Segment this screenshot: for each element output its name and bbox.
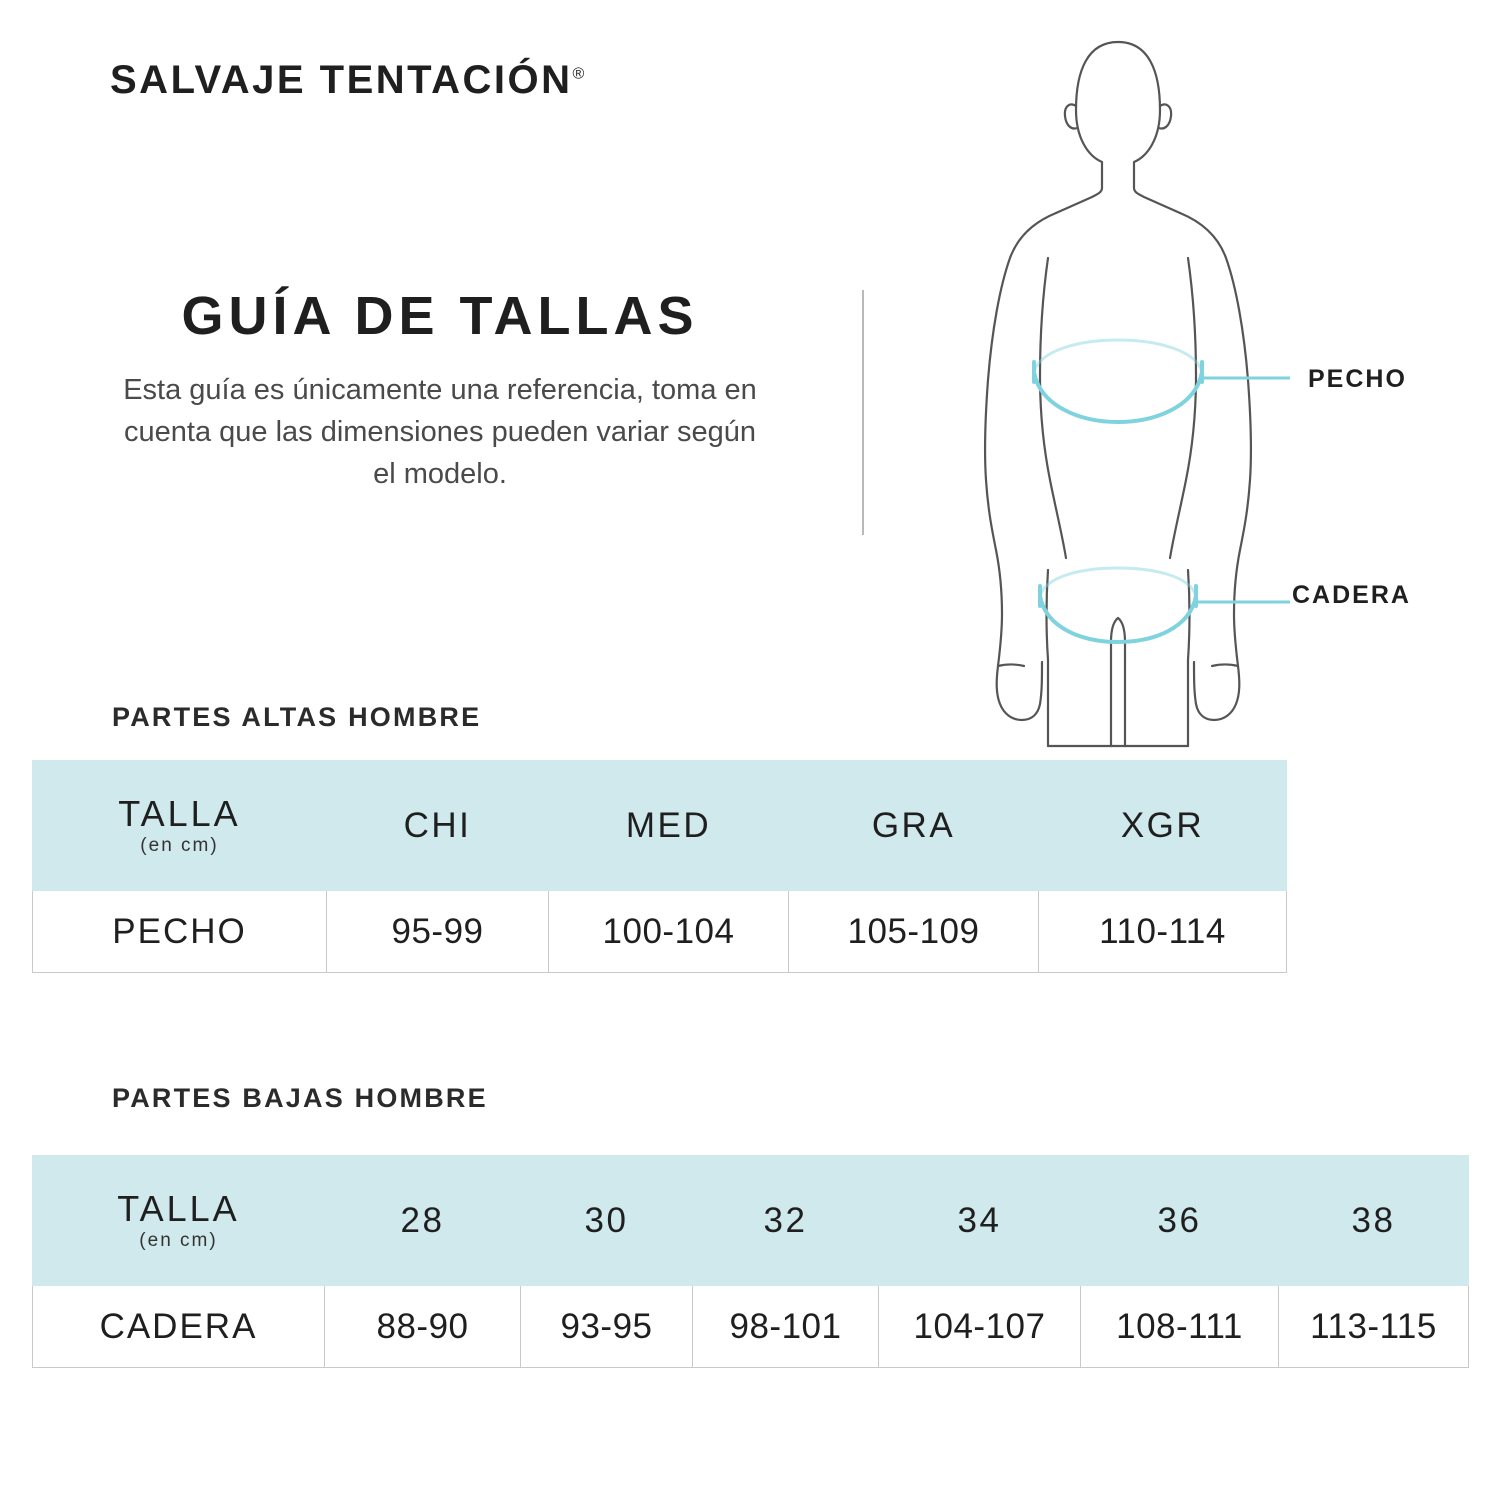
header-cell-size-34: 34	[879, 1156, 1081, 1286]
brand-name: SALVAJE TENTACIÓN	[110, 58, 573, 102]
header-cell-size-36: 36	[1081, 1156, 1279, 1286]
chest-measure-line	[1034, 340, 1202, 422]
header-cell-talla	[33, 1156, 325, 1286]
header-cell-size-gra: GRA	[789, 761, 1039, 891]
header-cell-size-med: MED	[549, 761, 789, 891]
cell-cadera-30: 93-95	[521, 1286, 693, 1368]
header-cell-talla	[33, 761, 327, 891]
upper-body-size-table	[32, 760, 1287, 973]
header-cell-size-chi: CHI	[327, 761, 549, 891]
cell-cadera-38: 113-115	[1279, 1286, 1469, 1368]
header-cell-size-xgr: XGR	[1039, 761, 1287, 891]
header-cell-size-38: 38	[1279, 1156, 1469, 1286]
table-row	[33, 891, 1287, 973]
header-unit-label: (en cm)	[140, 835, 219, 857]
cell-pecho-chi: 95-99	[327, 891, 549, 973]
section-title-lower-body: PARTES BAJAS HOMBRE	[112, 1083, 488, 1113]
brand-wordmark	[110, 58, 584, 103]
hip-measure-line	[1040, 568, 1196, 642]
table-row	[33, 1286, 1469, 1368]
cell-cadera-36: 108-111	[1081, 1286, 1279, 1368]
cell-cadera-28: 88-90	[325, 1286, 521, 1368]
table-header-row	[33, 1156, 1469, 1286]
header-cell-size-28: 28	[325, 1156, 521, 1286]
chest-label: PECHO	[1308, 365, 1407, 393]
intro-paragraph: Esta guía es únicamente una referencia, toma en cuenta que las dimensiones pueden variar según el modelo.	[123, 374, 757, 491]
lower-body-size-table	[32, 1155, 1469, 1368]
header-cell-size-30: 30	[521, 1156, 693, 1286]
header-talla-label: TALLA	[117, 1187, 240, 1229]
hip-label: CADERA	[1292, 581, 1411, 609]
cell-cadera-34: 104-107	[879, 1286, 1081, 1368]
header-cell-size-32: 32	[693, 1156, 879, 1286]
cell-pecho-med: 100-104	[549, 891, 789, 973]
section-title-upper-body: PARTES ALTAS HOMBRE	[112, 702, 482, 732]
registered-trademark-icon: ®	[572, 65, 585, 83]
male-body-illustration	[930, 10, 1290, 780]
row-label-cadera: CADERA	[33, 1286, 325, 1368]
intro-block	[60, 285, 820, 495]
vertical-divider	[862, 290, 864, 535]
cell-pecho-xgr: 110-114	[1039, 891, 1287, 973]
header-unit-label: (en cm)	[139, 1230, 218, 1252]
row-label-pecho: PECHO	[33, 891, 327, 973]
cell-pecho-gra: 105-109	[789, 891, 1039, 973]
cell-cadera-32: 98-101	[693, 1286, 879, 1368]
page-title: GUÍA DE TALLAS	[181, 286, 699, 346]
header-talla-label: TALLA	[118, 792, 241, 834]
table-header-row	[33, 761, 1287, 891]
